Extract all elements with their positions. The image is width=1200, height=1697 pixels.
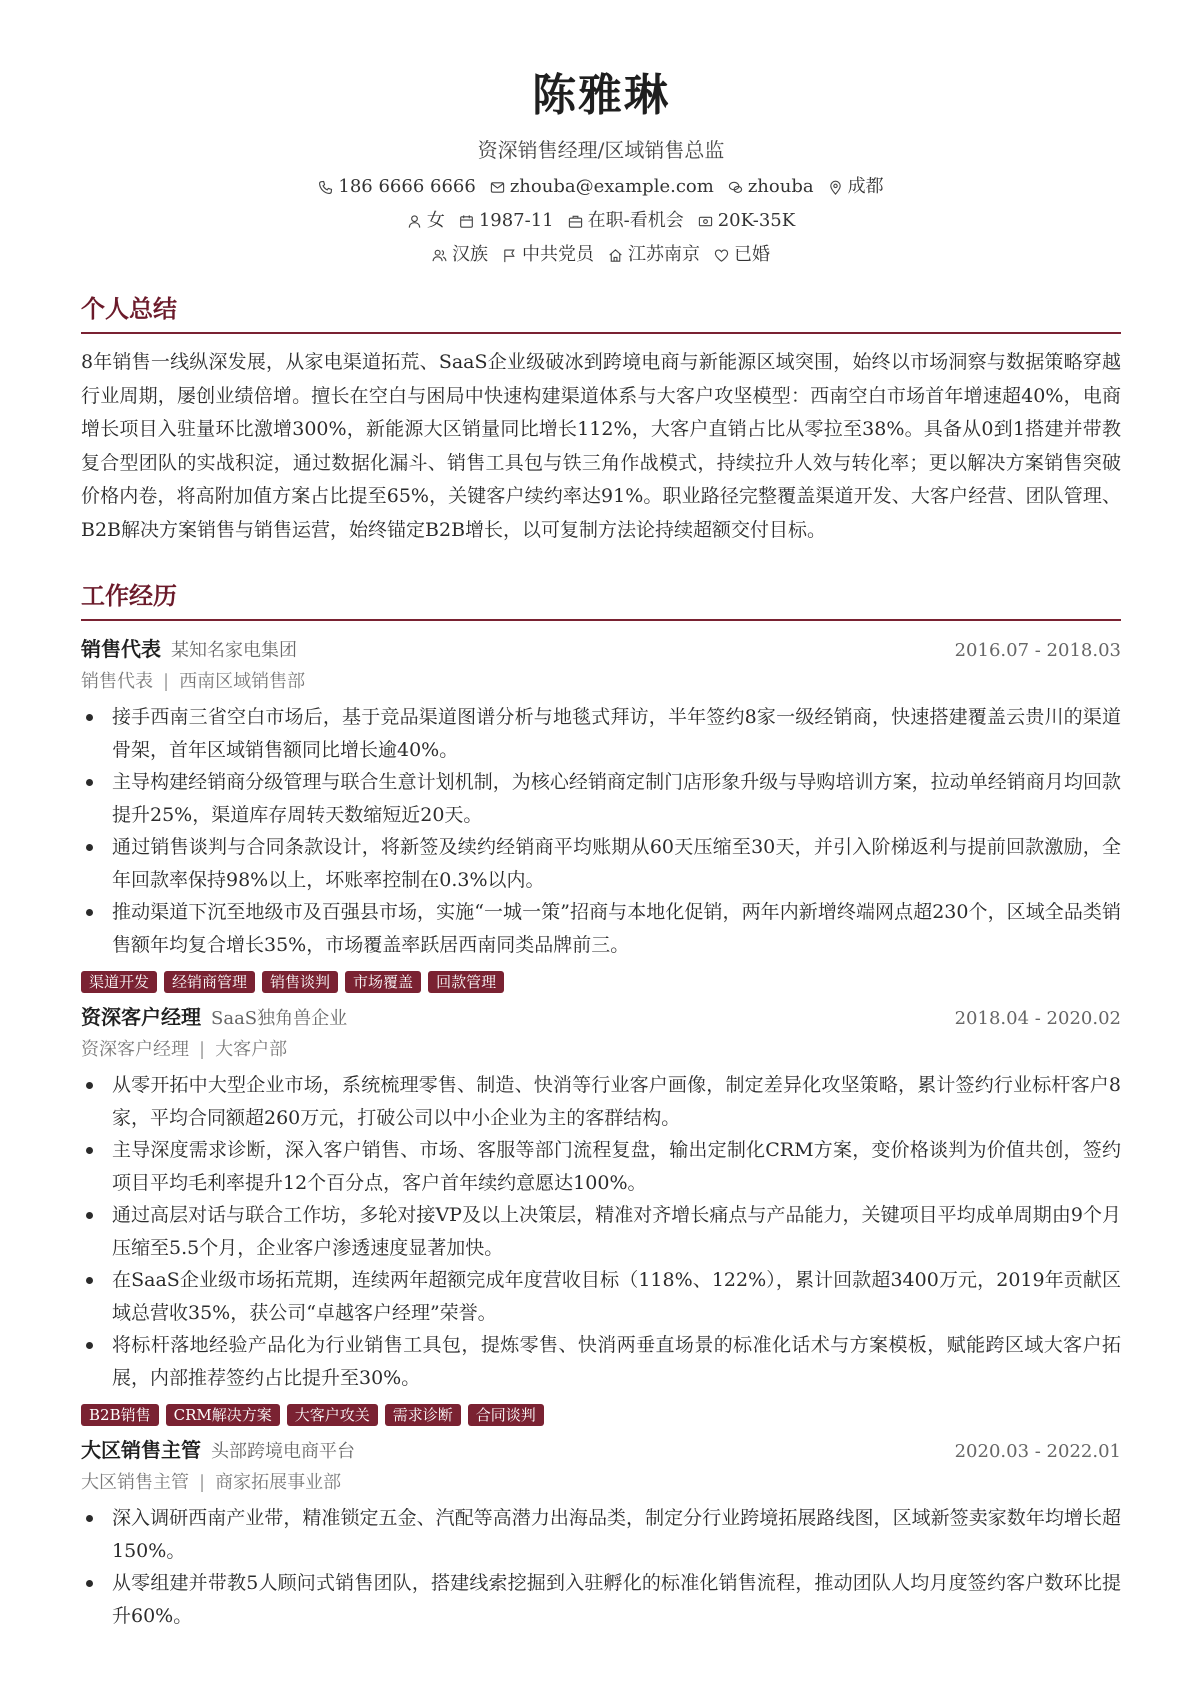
skill-tag: 渠道开发 [81,971,157,993]
job-position: 销售代表 [81,671,153,692]
bullet-item: 通过销售谈判与合同条款设计，将新签及续约经销商平均账期从60天压缩至30天，并引入阶梯返利与提前回款激励，全年回款率保持98%以上，坏账率控制在0.3%以内。 [81,831,1121,896]
summary-title: 个人总结 [81,292,1121,334]
contact-location: 成都 [828,174,884,200]
job-department: 商家拓展事业部 [215,1472,342,1493]
job-position: 资深客户经理 [81,1039,189,1060]
people-icon [432,248,447,263]
bullet-item: 深入调研西南产业带，精准锁定五金、汽配等高潜力出海品类，制定分行业跨境拓展路线图，区域新签卖家数年均增长超150%。 [81,1502,1121,1567]
skill-tag: CRM解决方案 [166,1404,280,1426]
job-dates: 2018.04 - 2020.02 [954,1008,1121,1029]
wechat-icon [728,180,743,195]
job-bullets [81,701,1121,961]
skill-tag: 需求诊断 [385,1404,461,1426]
job-position-line [81,1035,1121,1065]
user-icon [407,214,422,229]
home-icon [608,248,623,263]
candidate-title: 资深销售经理/区域销售总监 [477,138,725,162]
heart-icon [714,248,729,263]
candidate-name: 陈雅琳 [532,70,670,121]
separator: | [199,1472,206,1493]
info-status: 在职-看机会 [568,208,684,234]
contact-line [81,174,1121,200]
skill-tag: B2B销售 [81,1404,159,1426]
skill-tag: 市场覆盖 [345,971,421,993]
separator: | [163,671,170,692]
info-salary: 20K-35K [698,208,795,234]
info-marital: 已婚 [714,242,770,268]
bullet-item: 主导深度需求诊断，深入客户销售、市场、客服等部门流程复盘，输出定制化CRM方案，变价格谈判为价值共创，签约项目平均毛利率提升12个百分点，客户首年续约意愿达100%。 [81,1134,1121,1199]
resume-content [81,0,1121,1640]
flag-icon [502,248,517,263]
job-role: 销售代表 [81,637,161,661]
job-entry [81,1434,1121,1632]
info-birth: 1987-11 [459,208,554,234]
job-header [81,1434,1121,1468]
contact-email: zhouba@example.com [490,174,714,200]
job-position-line [81,667,1121,697]
extra-info-line [81,242,1121,268]
job-role: 资深客户经理 [81,1005,201,1029]
job-entry [81,1001,1121,1426]
skill-tag: 销售谈判 [262,971,338,993]
basic-info-line [81,208,1121,234]
money-icon [698,214,713,229]
summary-text: 8年销售一线纵深发展，从家电渠道拓荒、SaaS企业级破冰到跨境电商与新能源区域突围，始终以市场洞察与数据策略穿越行业周期，屡创业绩倍增。擅长在空白与困局中快速构建渠道体系与大客户攻坚模型：西南空白市场首年增速超40%，电商增长项目入驻量环比激增300%，新能源大区销量同比增长112%，大客户直销占比从零拉至38%。具备从0到1搭建并带教复合型团队的实战积淀，通过数据化漏斗、销售工具包与铁三角作战模式，持续拉升人效与转化率；更以解决方案销售突破价格内卷，将高附加值方案占比提至65%，关键客户续约率达91%。职业路径完整覆盖渠道开发、大客户经营、团队管理、B2B解决方案销售与销售运营，始终锚定B2B增长，以可复制方法论持续超额交付目标。 [81,351,1121,541]
bullet-item: 将标杆落地经验产品化为行业销售工具包，提炼零售、快消两垂直场景的标准化话术与方案模板，赋能跨区域大客户拓展，内部推荐签约占比提升至30%。 [81,1329,1121,1394]
calendar-icon [459,214,474,229]
job-company: 头部跨境电商平台 [211,1441,355,1462]
job-company: 某知名家电集团 [171,640,297,661]
bullet-item: 接手西南三省空白市场后，基于竞品渠道图谱分析与地毯式拜访，半年签约8家一级经销商，快速搭建覆盖云贵川的渠道骨架，首年区域销售额同比增长逾40%。 [81,701,1121,766]
contact-wechat: zhouba [728,174,814,200]
job-dates: 2016.07 - 2018.03 [954,640,1121,661]
skill-tags [81,971,1121,993]
job-bullets [81,1069,1121,1394]
bullet-item: 主导构建经销商分级管理与联合生意计划机制，为核心经销商定制门店形象升级与导购培训方案，拉动单经销商月均回款提升25%，渠道库存周转天数缩短近20天。 [81,766,1121,831]
phone-icon [318,180,333,195]
bullet-item: 通过高层对话与联合工作坊，多轮对接VP及以上决策层，精准对齐增长痛点与产品能力，关键项目平均成单周期由9个月压缩至5.5个月，企业客户渗透速度显著加快。 [81,1199,1121,1264]
location-icon [828,180,843,195]
bullet-item: 从零组建并带教5人顾问式销售团队，搭建线索挖掘到入驻孵化的标准化销售流程，推动团队人均月度签约客户数环比提升60%。 [81,1567,1121,1632]
info-ethnicity: 汉族 [432,242,488,268]
job-bullets [81,1502,1121,1632]
job-entry [81,633,1121,993]
skill-tag: 回款管理 [428,971,504,993]
skill-tags [81,1404,1121,1426]
job-header [81,633,1121,667]
briefcase-icon [568,214,583,229]
skill-tag: 经销商管理 [164,971,255,993]
resume-header [81,66,1121,268]
job-header [81,1001,1121,1035]
separator: | [199,1039,206,1060]
bullet-item: 推动渠道下沉至地级市及百强县市场，实施“一城一策”招商与本地化促销，两年内新增终端网点超230个，区域全品类销售额年均复合增长35%，市场覆盖率跃居西南同类品牌前三。 [81,896,1121,961]
job-position-line [81,1468,1121,1498]
info-hometown: 江苏南京 [608,242,700,268]
info-political: 中共党员 [502,242,594,268]
job-dates: 2020.03 - 2022.01 [954,1441,1121,1462]
work-title: 工作经历 [81,579,1121,621]
job-department: 西南区域销售部 [179,671,306,692]
bullet-item: 从零开拓中大型企业市场，系统梳理零售、制造、快消等行业客户画像，制定差异化攻坚策略，累计签约行业标杆客户8家，平均合同额超260万元，打破公司以中小企业为主的客群结构。 [81,1069,1121,1134]
job-company: SaaS独角兽企业 [211,1008,348,1029]
skill-tag: 合同谈判 [468,1404,544,1426]
bullet-item: 在SaaS企业级市场拓荒期，连续两年超额完成年度营收目标（118%、122%），累计回款超3400万元，2019年贡献区域总营收35%，获公司“卓越客户经理”荣誉。 [81,1264,1121,1329]
job-role: 大区销售主管 [81,1438,201,1462]
skill-tag: 大客户攻关 [287,1404,378,1426]
contact-phone: 186 6666 6666 [318,174,475,200]
work-section [81,579,1121,1632]
info-gender: 女 [407,208,445,234]
mail-icon [490,180,505,195]
job-position: 大区销售主管 [81,1472,189,1493]
summary-section [81,292,1121,547]
job-department: 大客户部 [215,1039,288,1060]
